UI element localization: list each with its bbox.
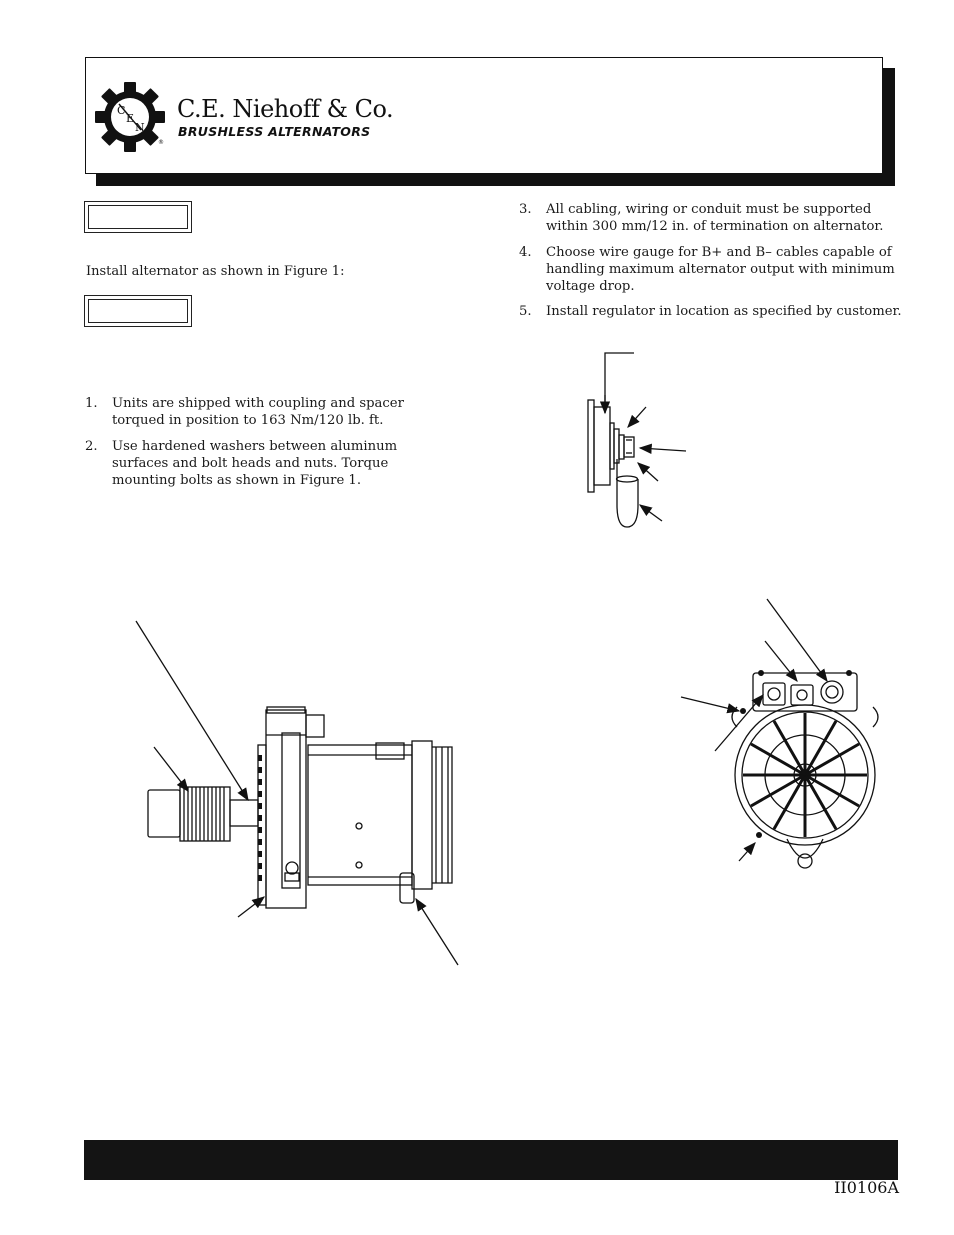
intro-text: Install alternator as shown in Figure 1: bbox=[86, 264, 345, 279]
step-number: 4. bbox=[519, 245, 532, 260]
step-text: All cabling, wiring or conduit must be supported within 300 mm/12 in. of termination on alternator. bbox=[546, 202, 884, 234]
list-item bbox=[85, 439, 445, 489]
step-number: 1. bbox=[85, 396, 98, 411]
step-text: Install regulator in location as specified by customer. bbox=[546, 304, 902, 319]
list-item bbox=[85, 396, 445, 430]
step-text: Choose wire gauge for B+ and B– cables capable of handling maximum alternator output with minimum voltage drop. bbox=[546, 245, 895, 294]
list-item bbox=[519, 245, 899, 295]
list-item bbox=[519, 202, 899, 236]
footer-bar bbox=[84, 1140, 898, 1180]
step-number: 3. bbox=[519, 202, 532, 217]
company-subtitle: BRUSHLESS ALTERNATORS bbox=[178, 124, 371, 139]
document-id: II0106A bbox=[834, 1178, 899, 1197]
registered-mark: ® bbox=[158, 139, 164, 146]
cen-gear-logo-icon bbox=[97, 84, 169, 156]
step-number: 5. bbox=[519, 304, 532, 319]
logo-letter-e: E bbox=[126, 112, 135, 125]
alternator-front-view-illustration bbox=[675, 595, 885, 885]
step-number: 2. bbox=[85, 439, 98, 454]
terminal-detail-illustration bbox=[570, 345, 700, 535]
step-text: Units are shipped with coupling and spacer torqued in position to 163 Nm/120 lb. ft. bbox=[112, 396, 404, 428]
section-label-box-2 bbox=[84, 295, 192, 327]
section-label-box-1 bbox=[84, 201, 192, 233]
logo-letter-n: N bbox=[135, 121, 145, 134]
list-item bbox=[519, 304, 909, 321]
logo-letter-c: C bbox=[117, 104, 126, 117]
alternator-side-view-illustration bbox=[130, 615, 470, 975]
step-text: Use hardened washers between aluminum surfaces and bolt heads and nuts. Torque mounting bolts as shown in Figure 1. bbox=[112, 439, 398, 488]
company-name: C.E. Niehoff & Co. bbox=[177, 95, 394, 123]
